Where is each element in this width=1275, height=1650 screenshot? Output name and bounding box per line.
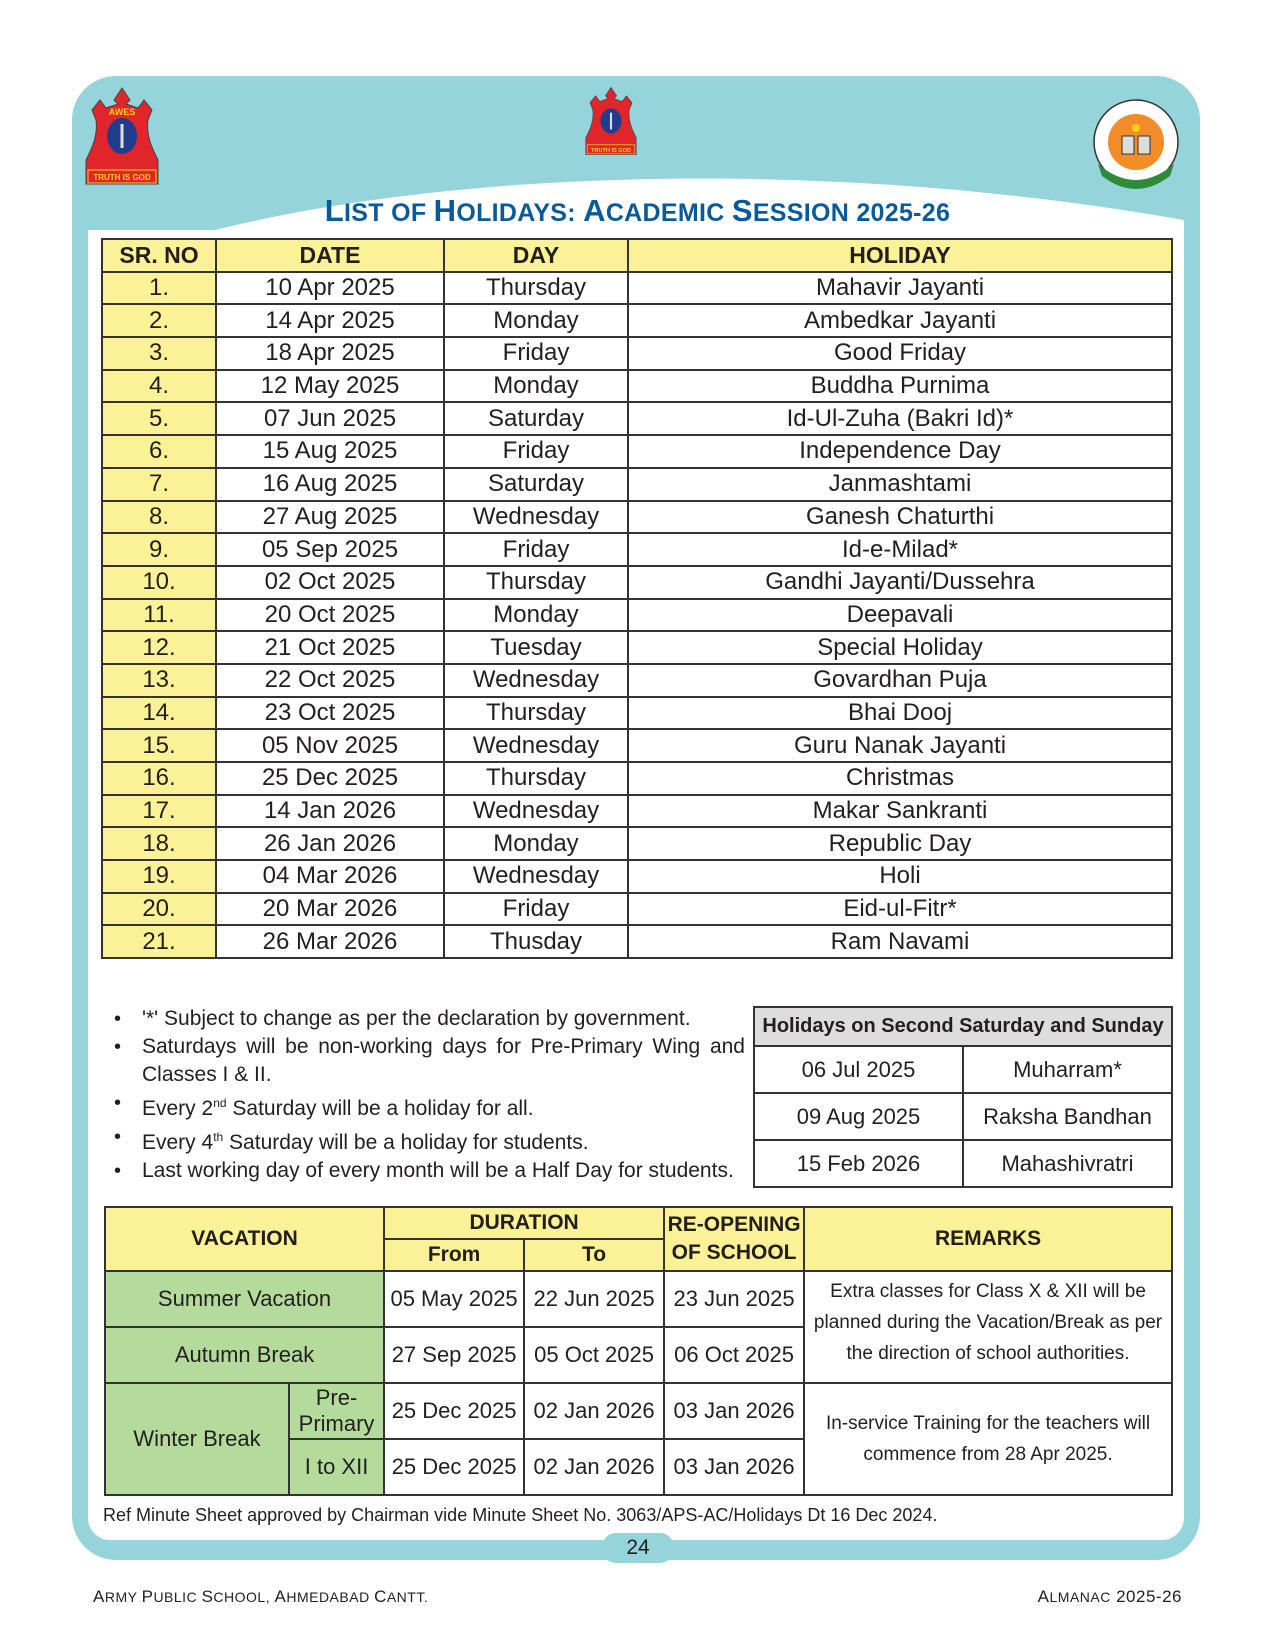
title-part: ESSION 2025-26	[752, 199, 951, 227]
vacation-to: 02 Jan 2026	[524, 1383, 664, 1439]
remarks-training: In-service Training for the teachers will commence from 28 Apr 2025.	[804, 1383, 1172, 1495]
holiday-table-header	[102, 239, 1172, 272]
col-date: DATE	[216, 239, 444, 272]
sr-no-cell: 13.	[102, 664, 216, 697]
day-cell: Monday	[444, 827, 628, 860]
note-item	[110, 1123, 745, 1157]
table-row	[102, 304, 1172, 337]
second-saturday-sunday-table	[753, 1006, 1173, 1188]
holiday-table	[101, 238, 1173, 959]
footer-part: CHOOL,	[213, 1589, 275, 1605]
date-cell: 25 Dec 2025	[216, 762, 444, 795]
note-item: • Saturdays will be non-working days for Pre-Primary Wing and Classes I & II.	[110, 1033, 745, 1089]
date-cell: 16 Aug 2025	[216, 468, 444, 501]
note-sup: th	[213, 1130, 224, 1144]
table-row	[102, 337, 1172, 370]
table-row	[102, 533, 1172, 566]
table-row	[754, 1093, 1172, 1140]
sat-table-title: Holidays on Second Saturday and Sunday	[754, 1007, 1172, 1046]
day-cell: Thursday	[444, 697, 628, 730]
col-vacation: VACATION	[105, 1207, 384, 1271]
holiday-cell: Christmas	[628, 762, 1172, 795]
holiday-cell: Ganesh Chaturthi	[628, 501, 1172, 534]
aps-motto: TRUTH IS GOD	[590, 147, 632, 154]
sat-holiday: Muharram*	[963, 1046, 1172, 1093]
sr-no-cell: 1.	[102, 272, 216, 305]
table-row	[102, 664, 1172, 697]
page-title	[0, 193, 1275, 229]
date-cell: 10 Apr 2025	[216, 272, 444, 305]
title-part: H	[433, 193, 457, 228]
holiday-cell: Good Friday	[628, 337, 1172, 370]
col-duration: DURATION	[384, 1207, 664, 1239]
holiday-cell: Makar Sankranti	[628, 795, 1172, 828]
vacation-from: 27 Sep 2025	[384, 1327, 524, 1383]
page-number: 24	[602, 1533, 674, 1563]
table-row	[105, 1271, 1172, 1327]
holiday-cell: Holi	[628, 860, 1172, 893]
date-cell: 15 Aug 2025	[216, 435, 444, 468]
day-cell: Wednesday	[444, 795, 628, 828]
date-cell: 27 Aug 2025	[216, 501, 444, 534]
note-text: Saturday will be a holiday for students.	[223, 1131, 589, 1154]
title-part: L	[324, 193, 345, 228]
note-text: Saturday will be a holiday for all.	[226, 1097, 534, 1120]
day-cell: Wednesday	[444, 729, 628, 762]
vacation-from: 05 May 2025	[384, 1271, 524, 1327]
footer-part: A	[274, 1587, 287, 1606]
table-row	[105, 1383, 1172, 1439]
col-sr-no: SR. NO	[102, 239, 216, 272]
holiday-cell: Janmashtami	[628, 468, 1172, 501]
table-row	[102, 925, 1172, 958]
note-item: • '*' Subject to change as per the declaration by government.	[110, 1005, 745, 1033]
awes-emblem-icon	[82, 86, 162, 191]
sr-no-cell: 20.	[102, 893, 216, 926]
day-cell: Friday	[444, 533, 628, 566]
vacation-from: 25 Dec 2025	[384, 1439, 524, 1495]
sr-no-cell: 9.	[102, 533, 216, 566]
vacation-table	[104, 1206, 1173, 1496]
table-row	[102, 729, 1172, 762]
day-cell: Thursday	[444, 272, 628, 305]
date-cell: 14 Jan 2026	[216, 795, 444, 828]
holiday-cell: Buddha Purnima	[628, 370, 1172, 403]
vacation-to: 05 Oct 2025	[524, 1327, 664, 1383]
table-row	[102, 468, 1172, 501]
day-cell: Wednesday	[444, 664, 628, 697]
day-cell: Thursday	[444, 566, 628, 599]
footer-part: RMY	[104, 1589, 142, 1605]
day-cell: Friday	[444, 893, 628, 926]
col-reopening: RE-OPENING OF SCHOOL	[664, 1207, 804, 1271]
footer-part: UBLIC	[153, 1589, 202, 1605]
table-row	[102, 402, 1172, 435]
army-public-school-emblem-icon	[583, 86, 639, 161]
title-part: A	[583, 193, 606, 228]
notes	[110, 1005, 745, 1185]
date-cell: 20 Oct 2025	[216, 599, 444, 632]
table-row	[102, 893, 1172, 926]
sat-date: 15 Feb 2026	[754, 1140, 963, 1187]
sat-date: 09 Aug 2025	[754, 1093, 963, 1140]
date-cell: 12 May 2025	[216, 370, 444, 403]
vacation-reopen: 06 Oct 2025	[664, 1327, 804, 1383]
vacation-name: Autumn Break	[105, 1327, 384, 1383]
date-cell: 07 Jun 2025	[216, 402, 444, 435]
date-cell: 23 Oct 2025	[216, 697, 444, 730]
vacation-reopen: 03 Jan 2026	[664, 1439, 804, 1495]
table-row	[102, 566, 1172, 599]
footer-part: A	[93, 1587, 105, 1606]
date-cell: 22 Oct 2025	[216, 664, 444, 697]
footer-part: LMANAC	[1049, 1589, 1111, 1605]
table-row	[102, 631, 1172, 664]
holiday-cell: Special Holiday	[628, 631, 1172, 664]
col-remarks: REMARKS	[804, 1207, 1172, 1271]
holiday-cell: Mahavir Jayanti	[628, 272, 1172, 305]
table-row	[102, 435, 1172, 468]
table-row	[102, 827, 1172, 860]
day-cell: Thursday	[444, 762, 628, 795]
sr-no-cell: 5.	[102, 402, 216, 435]
table-row	[102, 272, 1172, 305]
table-row	[102, 599, 1172, 632]
table-row	[102, 501, 1172, 534]
table-row	[754, 1046, 1172, 1093]
remarks-extra-classes: Extra classes for Class X & XII will be planned during the Vacation/Break as per the direction of school authorities.	[804, 1271, 1172, 1383]
sr-no-cell: 18.	[102, 827, 216, 860]
vacation-reopen: 23 Jun 2025	[664, 1271, 804, 1327]
footer-school-name	[93, 1587, 428, 1607]
vacation-sub: Pre-Primary	[289, 1383, 384, 1439]
title-part: CADEMIC	[605, 199, 732, 227]
table-row	[102, 795, 1172, 828]
date-cell: 20 Mar 2026	[216, 893, 444, 926]
table-row	[102, 697, 1172, 730]
col-to: To	[524, 1239, 664, 1271]
sr-no-cell: 19.	[102, 860, 216, 893]
holiday-cell: Ambedkar Jayanti	[628, 304, 1172, 337]
col-holiday: HOLIDAY	[628, 239, 1172, 272]
sr-no-cell: 2.	[102, 304, 216, 337]
sr-no-cell: 10.	[102, 566, 216, 599]
holiday-cell: Independence Day	[628, 435, 1172, 468]
sr-no-cell: 4.	[102, 370, 216, 403]
day-cell: Monday	[444, 599, 628, 632]
vacation-sub: I to XII	[289, 1439, 384, 1495]
title-part: IST OF	[344, 199, 434, 227]
sr-no-cell: 6.	[102, 435, 216, 468]
vacation-reopen: 03 Jan 2026	[664, 1383, 804, 1439]
note-text: Every 4	[142, 1131, 214, 1154]
footer-part: 2025-26	[1110, 1587, 1182, 1606]
date-cell: 14 Apr 2025	[216, 304, 444, 337]
sr-no-cell: 17.	[102, 795, 216, 828]
note-item: • Last working day of every month will be a Half Day for students.	[110, 1157, 745, 1185]
date-cell: 02 Oct 2025	[216, 566, 444, 599]
date-cell: 21 Oct 2025	[216, 631, 444, 664]
col-day: DAY	[444, 239, 628, 272]
sr-no-cell: 7.	[102, 468, 216, 501]
table-row	[102, 370, 1172, 403]
reference-note: Ref Minute Sheet approved by Chairman vide Minute Sheet No. 3063/APS-AC/Holidays Dt 16 Dec 2024.	[103, 1505, 938, 1525]
title-part: OLIDAYS:	[456, 199, 584, 227]
title-part: S	[731, 193, 753, 228]
vacation-to: 22 Jun 2025	[524, 1271, 664, 1327]
holiday-cell: Deepavali	[628, 599, 1172, 632]
col-from: From	[384, 1239, 524, 1271]
awes-label: AWES	[108, 107, 136, 117]
footer-part: HMEDABAD	[286, 1589, 375, 1605]
day-cell: Monday	[444, 370, 628, 403]
sr-no-cell: 14.	[102, 697, 216, 730]
sat-holiday: Mahashivratri	[963, 1140, 1172, 1187]
holiday-cell: Eid-ul-Fitr*	[628, 893, 1172, 926]
day-cell: Wednesday	[444, 501, 628, 534]
holiday-cell: Gandhi Jayanti/Dussehra	[628, 566, 1172, 599]
note-text: Every 2	[142, 1097, 214, 1120]
holiday-cell: Id-e-Milad*	[628, 533, 1172, 566]
sr-no-cell: 15.	[102, 729, 216, 762]
sr-no-cell: 8.	[102, 501, 216, 534]
note-sup: nd	[213, 1096, 227, 1110]
holiday-cell: Bhai Dooj	[628, 697, 1172, 730]
footer-part: A	[1037, 1587, 1050, 1606]
sr-no-cell: 16.	[102, 762, 216, 795]
date-cell: 05 Sep 2025	[216, 533, 444, 566]
sr-no-cell: 12.	[102, 631, 216, 664]
date-cell: 04 Mar 2026	[216, 860, 444, 893]
date-cell: 26 Jan 2026	[216, 827, 444, 860]
day-cell: Saturday	[444, 402, 628, 435]
holiday-cell: Govardhan Puja	[628, 664, 1172, 697]
date-cell: 18 Apr 2025	[216, 337, 444, 370]
sr-no-cell: 21.	[102, 925, 216, 958]
footer-part: C	[374, 1587, 387, 1606]
vacation-from: 25 Dec 2025	[384, 1383, 524, 1439]
sr-no-cell: 3.	[102, 337, 216, 370]
footer-part: S	[201, 1587, 214, 1606]
note-item	[110, 1089, 745, 1123]
day-cell: Monday	[444, 304, 628, 337]
footer-part: ANTT.	[386, 1589, 429, 1605]
vacation-to: 02 Jan 2026	[524, 1439, 664, 1495]
holiday-cell: Ram Navami	[628, 925, 1172, 958]
day-cell: Wednesday	[444, 860, 628, 893]
holiday-cell: Guru Nanak Jayanti	[628, 729, 1172, 762]
footer-almanac	[1038, 1587, 1182, 1607]
day-cell: Thusday	[444, 925, 628, 958]
day-cell: Tuesday	[444, 631, 628, 664]
footer-part: P	[141, 1587, 154, 1606]
date-cell: 05 Nov 2025	[216, 729, 444, 762]
vacation-name: Winter Break	[105, 1383, 289, 1495]
holiday-cell: Id-Ul-Zuha (Bakri Id)*	[628, 402, 1172, 435]
sat-date: 06 Jul 2025	[754, 1046, 963, 1093]
table-row	[102, 860, 1172, 893]
cbse-emblem-icon	[1088, 98, 1184, 203]
holiday-cell: Republic Day	[628, 827, 1172, 860]
awes-motto: TRUTH IS GOD	[93, 173, 151, 182]
table-row	[754, 1140, 1172, 1187]
date-cell: 26 Mar 2026	[216, 925, 444, 958]
day-cell: Saturday	[444, 468, 628, 501]
day-cell: Friday	[444, 337, 628, 370]
day-cell: Friday	[444, 435, 628, 468]
table-row	[102, 762, 1172, 795]
sat-holiday: Raksha Bandhan	[963, 1093, 1172, 1140]
sr-no-cell: 11.	[102, 599, 216, 632]
vacation-name: Summer Vacation	[105, 1271, 384, 1327]
